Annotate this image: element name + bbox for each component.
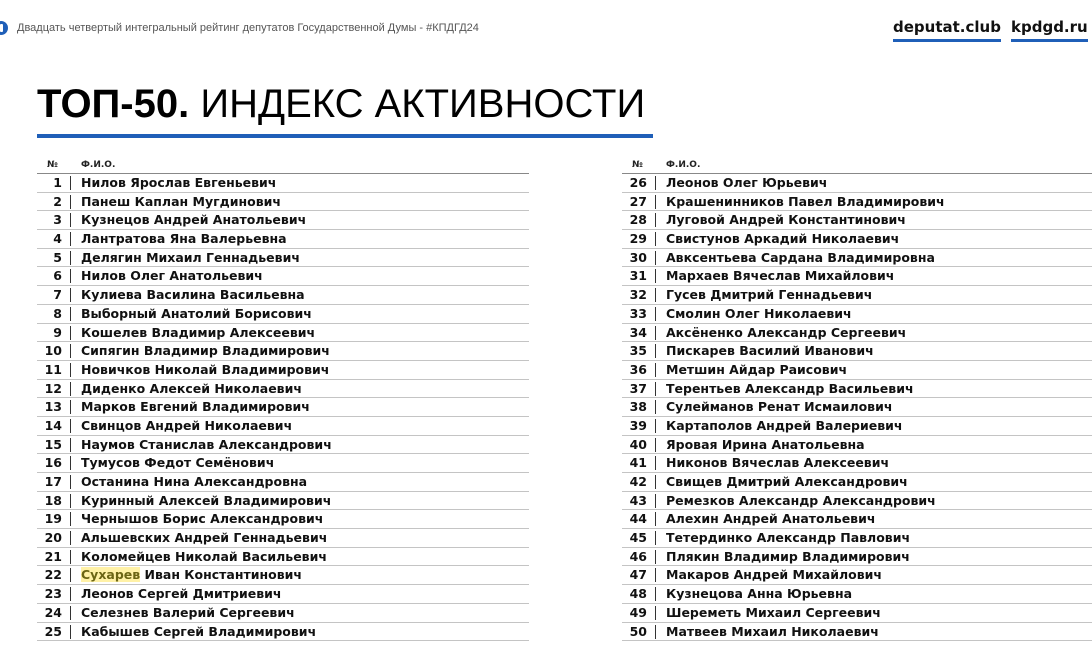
column-divider bbox=[655, 494, 656, 508]
table-row bbox=[37, 211, 529, 230]
rank-number: 21 bbox=[44, 548, 62, 564]
column-divider bbox=[70, 251, 71, 265]
deputy-name: Авксентьева Сардана Владимировна bbox=[666, 249, 935, 265]
deputy-name: Кошелев Владимир Алексеевич bbox=[81, 324, 316, 340]
name-rest: Иван Константинович bbox=[140, 567, 302, 583]
rank-number: 32 bbox=[629, 287, 647, 303]
table-header bbox=[37, 157, 529, 174]
column-divider bbox=[655, 606, 656, 620]
rank-number: 11 bbox=[44, 361, 62, 377]
deputy-name: Нилов Ярослав Евгеньевич bbox=[81, 175, 277, 190]
column-divider bbox=[70, 288, 71, 302]
deputy-name: Альшевских Андрей Геннадьевич bbox=[81, 530, 328, 546]
column-divider bbox=[70, 307, 71, 321]
deputy-name: Сулейманов Ренат Исмаилович bbox=[666, 399, 893, 415]
column-divider bbox=[655, 438, 656, 452]
column-divider bbox=[70, 326, 71, 340]
deputy-name: Лантратова Яна Валерьевна bbox=[81, 231, 287, 247]
deputy-name: Метшин Айдар Раисович bbox=[666, 361, 848, 377]
table-row bbox=[622, 380, 1092, 399]
rank-number: 50 bbox=[629, 623, 647, 639]
column-divider bbox=[70, 494, 71, 508]
table-row bbox=[622, 324, 1092, 343]
ranking-table-left bbox=[37, 157, 529, 641]
rank-number: 36 bbox=[629, 361, 647, 377]
table-row bbox=[622, 454, 1092, 473]
table-row bbox=[37, 193, 529, 212]
table-row bbox=[622, 211, 1092, 230]
table-row bbox=[37, 623, 529, 642]
column-divider bbox=[70, 475, 71, 489]
column-divider bbox=[655, 363, 656, 377]
table-row bbox=[622, 305, 1092, 324]
table-row bbox=[37, 230, 529, 249]
table-row bbox=[622, 267, 1092, 286]
column-divider bbox=[655, 568, 656, 582]
deputy-name: Наумов Станислав Александрович bbox=[81, 436, 332, 452]
column-divider bbox=[70, 176, 71, 190]
rank-number: 48 bbox=[629, 586, 647, 602]
column-divider bbox=[70, 512, 71, 526]
table-row bbox=[37, 380, 529, 399]
deputy-name: Мархаев Вячеслав Михайлович bbox=[666, 268, 895, 284]
column-divider bbox=[655, 475, 656, 489]
deputy-name: Луговой Андрей Константинович bbox=[666, 212, 906, 228]
deputy-name: Леонов Сергей Дмитриевич bbox=[81, 586, 282, 602]
deputy-name: Свистунов Аркадий Николаевич bbox=[666, 231, 900, 247]
header-name: Ф.И.О. bbox=[81, 160, 116, 170]
deputy-name: Алехин Андрей Анатольевич bbox=[666, 511, 876, 527]
table-row bbox=[622, 585, 1092, 604]
rank-number: 38 bbox=[629, 399, 647, 415]
rank-number: 22 bbox=[44, 567, 62, 583]
table-row bbox=[622, 286, 1092, 305]
table-row bbox=[37, 548, 529, 567]
column-divider bbox=[70, 587, 71, 601]
table-row bbox=[622, 174, 1092, 193]
column-divider bbox=[655, 625, 656, 639]
deputat-club-link[interactable]: deputat.club bbox=[893, 18, 1001, 42]
table-row bbox=[37, 305, 529, 324]
column-divider bbox=[655, 232, 656, 246]
deputy-name: Марков Евгений Владимирович bbox=[81, 399, 310, 415]
column-divider bbox=[655, 400, 656, 414]
deputy-name: Кабышев Сергей Владимирович bbox=[81, 623, 317, 639]
deputy-name: Новичков Николай Владимирович bbox=[81, 361, 330, 377]
rank-number: 31 bbox=[629, 268, 647, 284]
report-subtitle: Двадцать четвертый интегральный рейтинг депутатов Государственной Думы - #КПДГД24 bbox=[17, 22, 479, 34]
logo-icon bbox=[0, 21, 8, 35]
table-row bbox=[622, 473, 1092, 492]
table-row bbox=[622, 230, 1092, 249]
rank-number: 44 bbox=[629, 511, 647, 527]
rank-number: 34 bbox=[629, 324, 647, 340]
table-row bbox=[37, 492, 529, 511]
header-name: Ф.И.О. bbox=[666, 160, 701, 170]
column-divider bbox=[70, 400, 71, 414]
table-row bbox=[622, 604, 1092, 623]
rank-number: 40 bbox=[629, 436, 647, 452]
table-row bbox=[37, 585, 529, 604]
table-row bbox=[37, 510, 529, 529]
column-divider bbox=[655, 456, 656, 470]
column-divider bbox=[655, 195, 656, 209]
rank-number: 39 bbox=[629, 417, 647, 433]
deputy-name: Никонов Вячеслав Алексеевич bbox=[666, 455, 890, 471]
rank-number: 45 bbox=[629, 530, 647, 546]
deputy-name: Свищев Дмитрий Александрович bbox=[666, 474, 908, 489]
deputy-name: Матвеев Михаил Николаевич bbox=[666, 623, 879, 639]
table-row bbox=[622, 436, 1092, 455]
deputy-name: Чернышов Борис Александрович bbox=[81, 511, 324, 527]
table-row bbox=[37, 566, 529, 585]
table-row bbox=[37, 529, 529, 548]
deputy-name: Макаров Андрей Михайлович bbox=[666, 567, 882, 583]
deputy-name: Яровая Ирина Анатольевна bbox=[666, 436, 865, 452]
column-divider bbox=[70, 438, 71, 452]
table-row bbox=[622, 193, 1092, 212]
column-divider bbox=[655, 176, 656, 190]
deputy-name: Делягин Михаил Геннадьевич bbox=[81, 249, 300, 265]
deputy-name: Коломейцев Николай Васильевич bbox=[81, 548, 327, 564]
deputy-name: Шереметь Михаил Сергеевич bbox=[666, 604, 881, 620]
rank-number: 47 bbox=[629, 567, 647, 583]
column-divider bbox=[70, 382, 71, 396]
table-row bbox=[37, 286, 529, 305]
column-divider bbox=[655, 288, 656, 302]
kpdgd-link[interactable]: kpdgd.ru bbox=[1011, 18, 1088, 42]
rank-number: 25 bbox=[44, 623, 62, 639]
highlighted-surname: Сухарев bbox=[81, 567, 141, 583]
column-divider bbox=[70, 195, 71, 209]
header-number: № bbox=[47, 160, 58, 170]
rank-number: 41 bbox=[629, 455, 647, 471]
deputy-name bbox=[81, 566, 302, 583]
rank-number: 35 bbox=[629, 343, 647, 359]
column-divider bbox=[70, 419, 71, 433]
rank-number: 42 bbox=[629, 474, 647, 489]
rank-number: 16 bbox=[44, 455, 62, 471]
deputy-name: Картаполов Андрей Валериевич bbox=[666, 417, 903, 433]
deputy-name: Терентьев Александр Васильевич bbox=[666, 380, 914, 396]
table-row bbox=[37, 398, 529, 417]
table-body-right bbox=[622, 174, 1092, 641]
table-row bbox=[622, 623, 1092, 642]
table-row bbox=[622, 529, 1092, 548]
deputy-name: Тетердинко Александр Павлович bbox=[666, 530, 911, 546]
table-row bbox=[37, 436, 529, 455]
rank-number: 2 bbox=[53, 193, 62, 209]
column-divider bbox=[70, 550, 71, 564]
deputy-name: Пискарев Василий Иванович bbox=[666, 343, 874, 359]
rank-number: 12 bbox=[44, 380, 62, 396]
title-underline bbox=[37, 134, 653, 138]
table-row bbox=[37, 417, 529, 436]
rank-number: 20 bbox=[44, 530, 62, 546]
column-divider bbox=[70, 213, 71, 227]
rank-number: 23 bbox=[44, 586, 62, 602]
table-row bbox=[37, 249, 529, 268]
column-divider bbox=[655, 419, 656, 433]
rank-number: 13 bbox=[44, 399, 62, 415]
table-row bbox=[622, 398, 1092, 417]
table-row bbox=[37, 324, 529, 343]
deputy-name: Останина Нина Александровна bbox=[81, 474, 308, 489]
rank-number: 19 bbox=[44, 511, 62, 527]
rank-number: 5 bbox=[53, 249, 62, 265]
deputy-name: Кулиева Василина Васильевна bbox=[81, 287, 305, 303]
table-row bbox=[622, 342, 1092, 361]
column-divider bbox=[655, 550, 656, 564]
rank-number: 14 bbox=[44, 417, 62, 433]
rank-number: 4 bbox=[53, 231, 62, 247]
rank-number: 1 bbox=[53, 175, 62, 190]
table-header bbox=[622, 157, 1092, 174]
rank-number: 26 bbox=[629, 175, 647, 190]
table-row bbox=[37, 342, 529, 361]
deputy-name: Кузнецова Анна Юрьевна bbox=[666, 586, 853, 602]
table-row bbox=[622, 249, 1092, 268]
table-row bbox=[37, 267, 529, 286]
deputy-name: Сипягин Владимир Владимирович bbox=[81, 343, 330, 359]
deputy-name: Куринный Алексей Владимирович bbox=[81, 492, 332, 508]
rank-number: 15 bbox=[44, 436, 62, 452]
deputy-name: Селезнев Валерий Сергеевич bbox=[81, 604, 295, 620]
table-row bbox=[622, 510, 1092, 529]
table-row bbox=[37, 361, 529, 380]
rank-number: 33 bbox=[629, 305, 647, 321]
deputy-name: Крашенинников Павел Владимирович bbox=[666, 193, 945, 209]
column-divider bbox=[655, 307, 656, 321]
ranking-table-right bbox=[622, 157, 1092, 641]
column-divider bbox=[655, 531, 656, 545]
rank-number: 7 bbox=[53, 287, 62, 303]
title-bold: ТОП-50. bbox=[37, 82, 190, 126]
deputy-name: Кузнецов Андрей Анатольевич bbox=[81, 212, 307, 228]
column-divider bbox=[655, 326, 656, 340]
rank-number: 8 bbox=[53, 305, 62, 321]
column-divider bbox=[655, 269, 656, 283]
title-light: ИНДЕКС АКТИВНОСТИ bbox=[200, 82, 646, 126]
rank-number: 17 bbox=[44, 474, 62, 489]
column-divider bbox=[655, 344, 656, 358]
deputy-name: Тумусов Федот Семёнович bbox=[81, 455, 275, 471]
column-divider bbox=[655, 382, 656, 396]
page-title bbox=[37, 80, 645, 128]
table-row bbox=[622, 492, 1092, 511]
table-row bbox=[622, 566, 1092, 585]
rank-number: 37 bbox=[629, 380, 647, 396]
column-divider bbox=[655, 251, 656, 265]
rank-number: 10 bbox=[44, 343, 62, 359]
rank-number: 28 bbox=[629, 212, 647, 228]
column-divider bbox=[70, 344, 71, 358]
deputy-name: Аксёненко Александр Сергеевич bbox=[666, 324, 907, 340]
column-divider bbox=[655, 587, 656, 601]
table-row bbox=[37, 174, 529, 193]
column-divider bbox=[655, 512, 656, 526]
table-row bbox=[622, 417, 1092, 436]
top-bar bbox=[0, 18, 1088, 42]
table-row bbox=[37, 604, 529, 623]
deputy-name: Панеш Каплан Мугдинович bbox=[81, 193, 281, 209]
column-divider bbox=[70, 531, 71, 545]
deputy-name: Плякин Владимир Владимирович bbox=[666, 548, 910, 564]
column-divider bbox=[70, 568, 71, 582]
deputy-name: Смолин Олег Николаевич bbox=[666, 305, 852, 321]
rank-number: 18 bbox=[44, 492, 62, 508]
column-divider bbox=[655, 213, 656, 227]
column-divider bbox=[70, 363, 71, 377]
column-divider bbox=[70, 606, 71, 620]
deputy-name: Леонов Олег Юрьевич bbox=[666, 175, 828, 190]
rank-number: 27 bbox=[629, 193, 647, 209]
header-number: № bbox=[632, 160, 643, 170]
table-row bbox=[622, 361, 1092, 380]
rank-number: 3 bbox=[53, 212, 62, 228]
table-row bbox=[622, 548, 1092, 567]
column-divider bbox=[70, 456, 71, 470]
deputy-name: Нилов Олег Анатольевич bbox=[81, 268, 263, 284]
rank-number: 30 bbox=[629, 249, 647, 265]
table-body-left bbox=[37, 174, 529, 641]
rank-number: 6 bbox=[53, 268, 62, 284]
deputy-name: Выборный Анатолий Борисович bbox=[81, 305, 312, 321]
rank-number: 9 bbox=[53, 324, 62, 340]
rank-number: 24 bbox=[44, 604, 62, 620]
deputy-name: Свинцов Андрей Николаевич bbox=[81, 417, 293, 433]
rank-number: 49 bbox=[629, 604, 647, 620]
rank-number: 46 bbox=[629, 548, 647, 564]
table-row bbox=[37, 454, 529, 473]
deputy-name: Диденко Алексей Николаевич bbox=[81, 380, 302, 396]
rank-number: 29 bbox=[629, 231, 647, 247]
column-divider bbox=[70, 232, 71, 246]
column-divider bbox=[70, 269, 71, 283]
column-divider bbox=[70, 625, 71, 639]
table-row bbox=[37, 473, 529, 492]
deputy-name: Ремезков Александр Александрович bbox=[666, 492, 936, 508]
rank-number: 43 bbox=[629, 492, 647, 508]
deputy-name: Гусев Дмитрий Геннадьевич bbox=[666, 287, 873, 303]
